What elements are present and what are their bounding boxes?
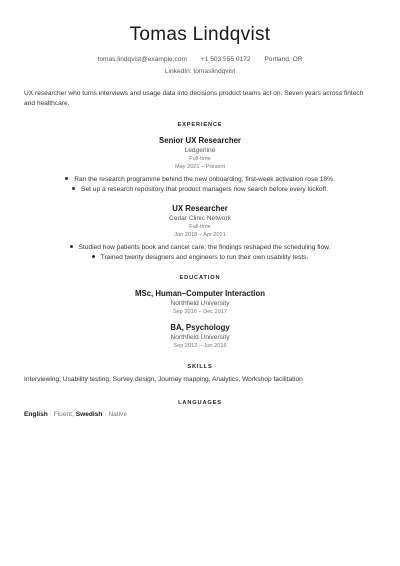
linkedin-link[interactable]: LinkedIn: tomaslindqvist: [164, 68, 236, 75]
language-separator: ·: [102, 411, 109, 418]
degree-title: BA, Psychology: [170, 323, 230, 332]
degree-title: MSc, Human–Computer Interaction: [135, 289, 265, 298]
school-name: Northfield University: [170, 300, 230, 307]
language-level: Fluent: [53, 411, 73, 418]
job-title: Senior UX Researcher: [159, 136, 241, 145]
job-bullets: [24, 175, 376, 195]
education-heading: EDUCATION: [179, 275, 221, 281]
bullet-text: Ran the research programme behind the new onboarding; first-week activation rose 18%.: [74, 176, 335, 183]
school-name: Northfield University: [170, 334, 230, 341]
language-separator: ·: [47, 411, 54, 418]
email-link[interactable]: tomas.lindqvist@example.com: [97, 56, 187, 63]
experience-heading: EXPERIENCE: [177, 122, 223, 128]
language-name: Swedish: [75, 411, 103, 418]
job-company: Ledgerline: [184, 147, 216, 154]
skills-heading: SKILLS: [187, 364, 213, 370]
languages-list: [24, 410, 376, 420]
language-separator: ,: [72, 411, 76, 418]
bullet-dot-icon: [70, 245, 73, 248]
skills-list: Interviewing, Usability testing, Survey design, Journey mapping, Analytics, Workshop facilitation: [24, 376, 303, 383]
contact-line: [24, 55, 376, 64]
bullet-dot-icon: [72, 187, 75, 190]
bullet-text: Studied how patients book and cancel care; the findings reshaped the scheduling flow.: [78, 244, 331, 251]
degree-dates: Sep 2012 – Jun 2016: [173, 343, 227, 349]
languages-heading: LANGUAGES: [178, 400, 222, 406]
bullet-item: [24, 243, 376, 253]
job-type: Full-time: [189, 156, 211, 162]
job-bullets: [24, 243, 376, 263]
job-entry: [24, 204, 376, 263]
bullet-item: [24, 185, 376, 195]
phone-text: +1 503 555 0172: [200, 56, 251, 63]
language-level: Native: [108, 411, 128, 418]
bullet-dot-icon: [92, 255, 95, 258]
job-entry: [24, 136, 376, 195]
job-company: Cedar Clinic Network: [169, 215, 231, 222]
candidate-name: Tomas Lindqvist: [129, 24, 271, 45]
job-dates: May 2021 – Present: [174, 164, 226, 170]
bullet-item: [24, 175, 376, 185]
education-entry: [24, 323, 376, 350]
job-title: UX Researcher: [172, 204, 228, 213]
bullet-text: Trained twenty designers and engineers to run their own usability tests.: [100, 254, 309, 261]
language-name: English: [24, 411, 48, 418]
bullet-text: Set up a research repository that product managers now search before every kickoff.: [81, 186, 328, 193]
location-text: Portland, OR: [264, 56, 303, 63]
job-type: Full-time: [189, 224, 211, 230]
degree-dates: Sep 2016 – Dec 2017: [172, 309, 228, 315]
job-dates: Jan 2018 – Apr 2021: [174, 232, 226, 238]
bullet-item: [24, 253, 376, 263]
summary-paragraph: UX researcher who turns interviews and usage data into decisions product teams act on. Seven years across fintech and healthcare.: [24, 90, 364, 107]
education-entry: [24, 289, 376, 316]
bullet-dot-icon: [65, 177, 68, 180]
